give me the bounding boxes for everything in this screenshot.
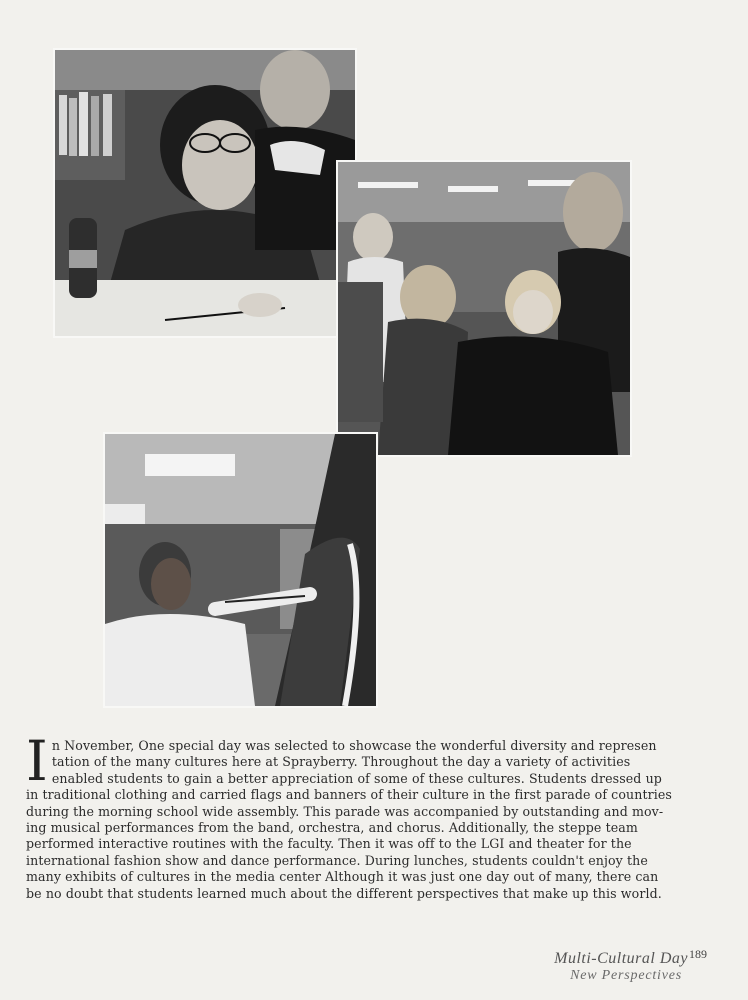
article-line: tation of the many cultures here at Sprayberry. Throughout the day a variety of activities — [51, 754, 631, 770]
photo-students-hair-styling — [336, 160, 632, 457]
article-line: many exhibits of cultures in the media center Although it was just one day out of many, there can — [26, 869, 659, 885]
article-line: n November, One special day was selected to showcase the wonderful diversity and represen — [51, 738, 657, 753]
photo-student-painting-easel — [103, 432, 378, 708]
section-subtitle: New Perspectives — [570, 968, 682, 983]
photo-3-image — [105, 434, 376, 706]
photo-student-painting-glasses — [53, 48, 357, 338]
section-footer — [554, 950, 688, 984]
article-line: ing musical performances from the band, orchestra, and chorus. Additionally, the steppe team — [26, 820, 638, 836]
article-line: during the morning school wide assembly. This parade was accompanied by outstanding and mov- — [26, 803, 664, 819]
article-body — [26, 729, 726, 902]
drop-cap: I — [26, 729, 48, 793]
photo-2-image — [338, 162, 630, 455]
article-line: enabled students to gain a better appreciation of some of these cultures. Students dressed up — [51, 770, 662, 786]
section-title: Multi-Cultural Day — [554, 950, 688, 967]
article-line: be no doubt that students learned much about the different perspectives that make up this world. — [26, 885, 662, 901]
page-number: 189 — [689, 947, 707, 961]
article-line: international fashion show and dance performance. During lunches, students couldn't enjoy the — [26, 852, 648, 868]
photo-1-image — [55, 50, 355, 336]
article-line: performed interactive routines with the faculty. Then it was off to the LGI and theater for the — [26, 836, 632, 852]
article-line: in traditional clothing and carried flags and banners of their culture in the first parade of countries — [26, 787, 672, 803]
